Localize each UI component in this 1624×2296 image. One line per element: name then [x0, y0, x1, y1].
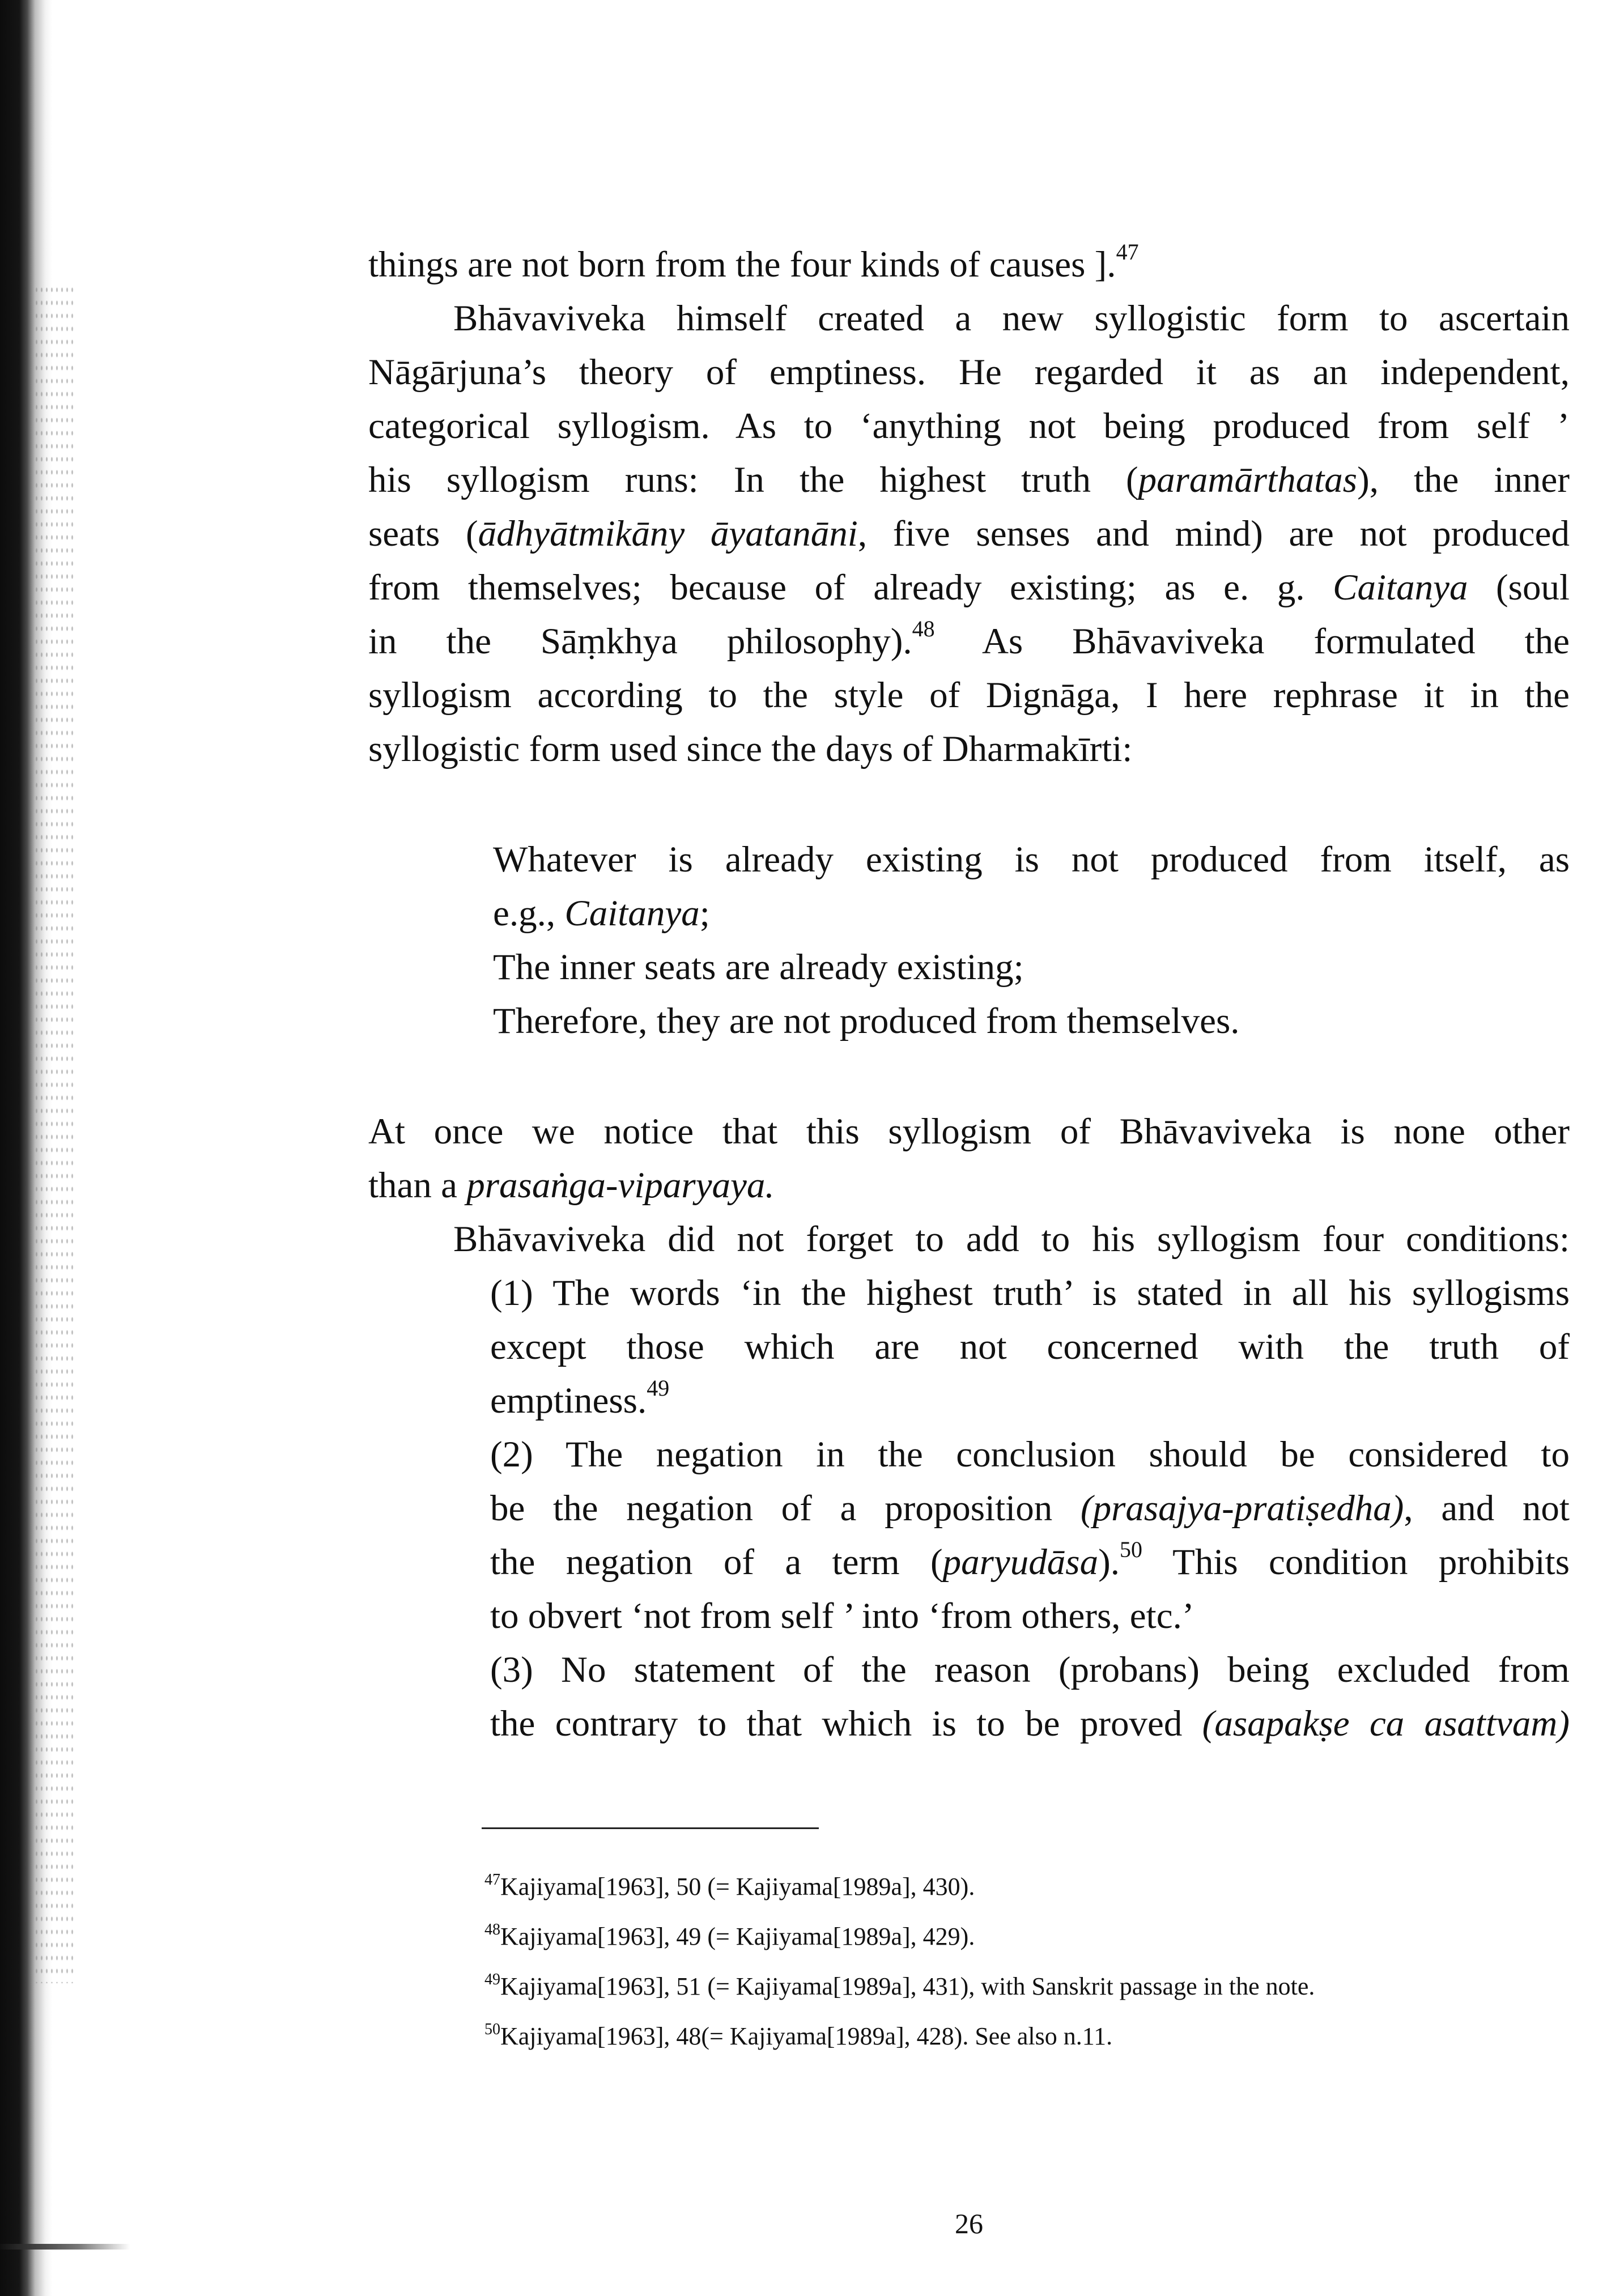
footnote-47: $^{47}$Kajiyama[1963], 50 (= Kajiyama[1989a], 430). [484, 1871, 975, 1900]
para1-line-7: in the Sāṃkhya philosophy).$^{48}$ As Bhāvaviveka formulated the [368, 616, 1570, 662]
term-caitanya: Caitanya [1333, 567, 1468, 608]
term-prasanga-viparyaya: prasaṅga-viparyaya. [466, 1165, 775, 1206]
condition-1-line-2: except those which are not concerned with the truth of [490, 1326, 1570, 1367]
footnote-49: $^{49}$Kajiyama[1963], 51 (= Kajiyama[1989a], 431), with Sanskrit passage in the note. [484, 1971, 1315, 2000]
para1-line-3: categorical syllogism. As to ‘anything not being produced from self ’ [368, 406, 1570, 447]
syllogism-line-3: The inner seats are already existing; [493, 947, 1024, 988]
para2-line-2: than a prasaṅga-viparyaya. [368, 1165, 775, 1206]
para1-line-2: Nāgārjuna’s theory of emptiness. He regarded it as an independent, [368, 352, 1570, 393]
syllogism-line-1: Whatever is already existing is not produced from itself, as [493, 839, 1570, 880]
condition-2-line-4: to obvert ‘not from self ’ into ‘from others, etc.’ [490, 1596, 1194, 1636]
term-adhyatmikany-ayatanani: ādhyātmikāny āyatanāni [478, 513, 858, 554]
para1-line-5: seats (ādhyātmikāny āyatanāni, five senses and mind) are not produced [368, 513, 1570, 554]
para1-line-4: his syllogism runs: In the highest truth (paramārthatas), the inner [368, 460, 1570, 500]
scan-specks [34, 283, 74, 1983]
term-caitanya-2: Caitanya [564, 893, 700, 934]
condition-1-line-3: emptiness.$^{49}$ [490, 1375, 670, 1421]
para3-intro: Bhāvaviveka did not forget to add to his syllogism four conditions: [453, 1219, 1570, 1260]
syllogism-line-2: e.g., Caitanya; [493, 893, 710, 934]
para2-line-1: At once we notice that this syllogism of Bhāvaviveka is none other [368, 1111, 1570, 1152]
term-prasajya-pratisedha: (prasajya-pratiṣedha) [1080, 1488, 1404, 1529]
para1-line-6: from themselves; because of already existing; as e. g. Caitanya (soul [368, 567, 1570, 608]
footnote-ref-47[interactable]: 47 [1116, 239, 1139, 265]
term-paramarthatas: paramārthatas [1138, 460, 1358, 500]
footnote-ref-49[interactable]: 49 [647, 1375, 670, 1401]
syllogism-line-4: Therefore, they are not produced from themselves. [493, 1001, 1240, 1041]
condition-2-line-1: (2) The negation in the conclusion should be considered to [490, 1434, 1570, 1475]
condition-1-line-1: (1) The words ‘in the highest truth’ is stated in all his syllogisms [490, 1273, 1570, 1313]
condition-3-line-2: the contrary to that which is to be proved (asapakṣe ca asattvam) [490, 1703, 1570, 1744]
para1-line-8: syllogism according to the style of Dignāga, I here rephrase it in the [368, 675, 1570, 716]
condition-2-line-3: the negation of a term (paryudāsa).$^{50}$ This condition prohibits [490, 1537, 1570, 1583]
footnote-ref-50[interactable]: 50 [1119, 1537, 1142, 1562]
condition-2-line-2: be the negation of a proposition (prasajya-pratiṣedha), and not [490, 1488, 1570, 1529]
term-paryudasa: paryudāsa [942, 1542, 1099, 1583]
opening-line [368, 238, 1139, 292]
para1-line-9: syllogistic form used since the days of Dharmakīrti: [368, 729, 1133, 769]
condition-3-line-1: (3) No statement of the reason (probans) being excluded from [490, 1649, 1570, 1690]
para1-line-1: Bhāvaviveka himself created a new syllogistic form to ascertain [453, 298, 1570, 339]
footnote-ref-48[interactable]: 48 [912, 616, 935, 641]
footnote-48: $^{48}$Kajiyama[1963], 49 (= Kajiyama[1989a], 429). [484, 1921, 975, 1950]
term-asapakse-ca-asattvam: (asapakṣe ca asattvam) [1202, 1703, 1570, 1744]
footnotes [484, 1873, 1561, 2072]
page-number: 26 [955, 2208, 983, 2239]
footnote-rule [482, 1827, 819, 1829]
opening-text: things are not born from the four kinds of causes ]. [368, 244, 1116, 285]
footnote-50: $^{50}$Kajiyama[1963], 48(= Kajiyama[1989a], 428). See also n.11. [484, 2021, 1113, 2050]
